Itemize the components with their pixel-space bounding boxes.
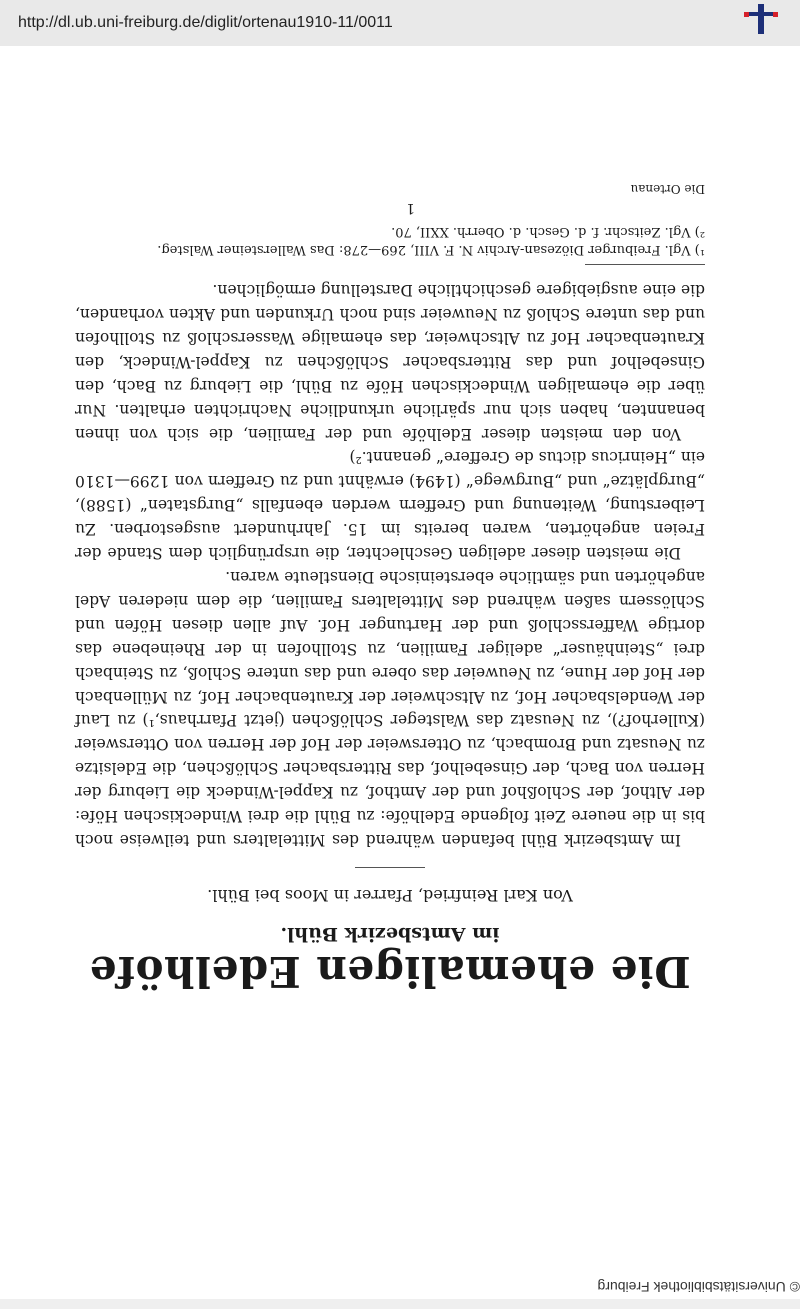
article-author: Von Karl Reinfried, Pfarrer in Moos bei Bühl. xyxy=(207,886,573,905)
viewer-footer xyxy=(0,1299,800,1309)
article-subtitle: im Amtsbezirk Bühl. xyxy=(280,923,500,945)
page-url[interactable]: http://dl.ub.uni-freiburg.de/diglit/ortenau1910-11/0011 xyxy=(18,14,393,31)
paragraph: Die meisten dieser adeligen Geschlechter, die ursprünglich dem Stande der Freien angehörten, waren bereits im 15. Jahrhundert ausgestorben. Zu Leiberstung, Weitenung und Greffern werden ebenfalls „Burgstaten“ (1588), „Burgplätze“ und „Burgwege“ (1494) erwähnt und zu Greffern von 1299—1310 ein „Heinricus dictus de Greffere“ genannt.²) xyxy=(75,448,705,563)
footnote: ¹) Vgl. Freiburger Diözesan-Archiv N. F. VIII, 269—278: Das Wallersteiner Walsteg. xyxy=(157,242,705,258)
paragraph: Von den meisten dieser Edelhöfe und der Familien, die sich von ihnen benannten, haben sich nur spärliche urkundliche Nachrichten erhalten. Nur über die ehemaligen Windeckischen Höfe zu Bühl, die Lieburg zu Bach, den Ginsebelhof und das Rittersbacher Schlößchen zu Kappel-Windeck, den Krautenbacher Hof zu Altschweier, das ehemalige Wasserschloß zu Stollhofen und das untere Schloß zu Neuweier sind noch Urkunden und Akten vorhanden, die eine ausgiebigere geschichtliche Darstellung ermöglichen. xyxy=(75,281,705,443)
page-number: 1 xyxy=(406,200,415,217)
scanned-page xyxy=(0,46,800,1299)
university-logo-icon xyxy=(744,4,778,34)
footnote: ²) Vgl. Zeitschr. f. d. Gesch. d. Oberrh. XXII, 70. xyxy=(391,224,705,240)
footnote-divider xyxy=(585,264,705,265)
viewer-header xyxy=(0,0,800,46)
title-divider xyxy=(355,867,425,868)
page-content xyxy=(75,182,800,1295)
page-footer: Die Ortenau xyxy=(630,182,705,197)
paragraph: Im Amtsbezirk Bühl befanden während des Mittelalters und teilweise noch bis in die neuere Zeit folgende Edelhöfe: zu Bühl die drei Windeckischen Höfe: der Althof, der Schloßhof und der Amthof, zu Kappel-Windeck die Lieburg der Herren von Bach, der Ginsebelhof, das Rittersbacher Schlößchen, die Edelsitze zu Neusatz und Brombach, zu Ottersweier der Hof der Herren von Ottersweier (Kullerhof?), zu Neusatz das Walsteger Schlößchen (jetzt Pfarrhaus,¹) zu Lauf der Wendelsbacher Hof, zu Altschweier der Krautenbacher Hof, zu Müllenbach der Hof der Hune, zu Neuweier das obere und das untere Schloß, zu Steinbach drei „Steinhäuser“ adeliger Familien, zu Stollhofen in der Rheinebene das dortige Waffersschloß und der Hartunger Hof. Auf allen diesen Höfen und Schlössern saßen während des Mittelalters Familien, die dem niederen Adel angehörten und sämtliche ebersteinische Dienstleute waren. xyxy=(75,568,705,849)
article-body xyxy=(75,277,705,851)
copyright-notice: © Universitätsbibliothek Freiburg xyxy=(597,1279,800,1295)
article-title: Die ehemaligen Edelhöfe xyxy=(89,947,691,996)
